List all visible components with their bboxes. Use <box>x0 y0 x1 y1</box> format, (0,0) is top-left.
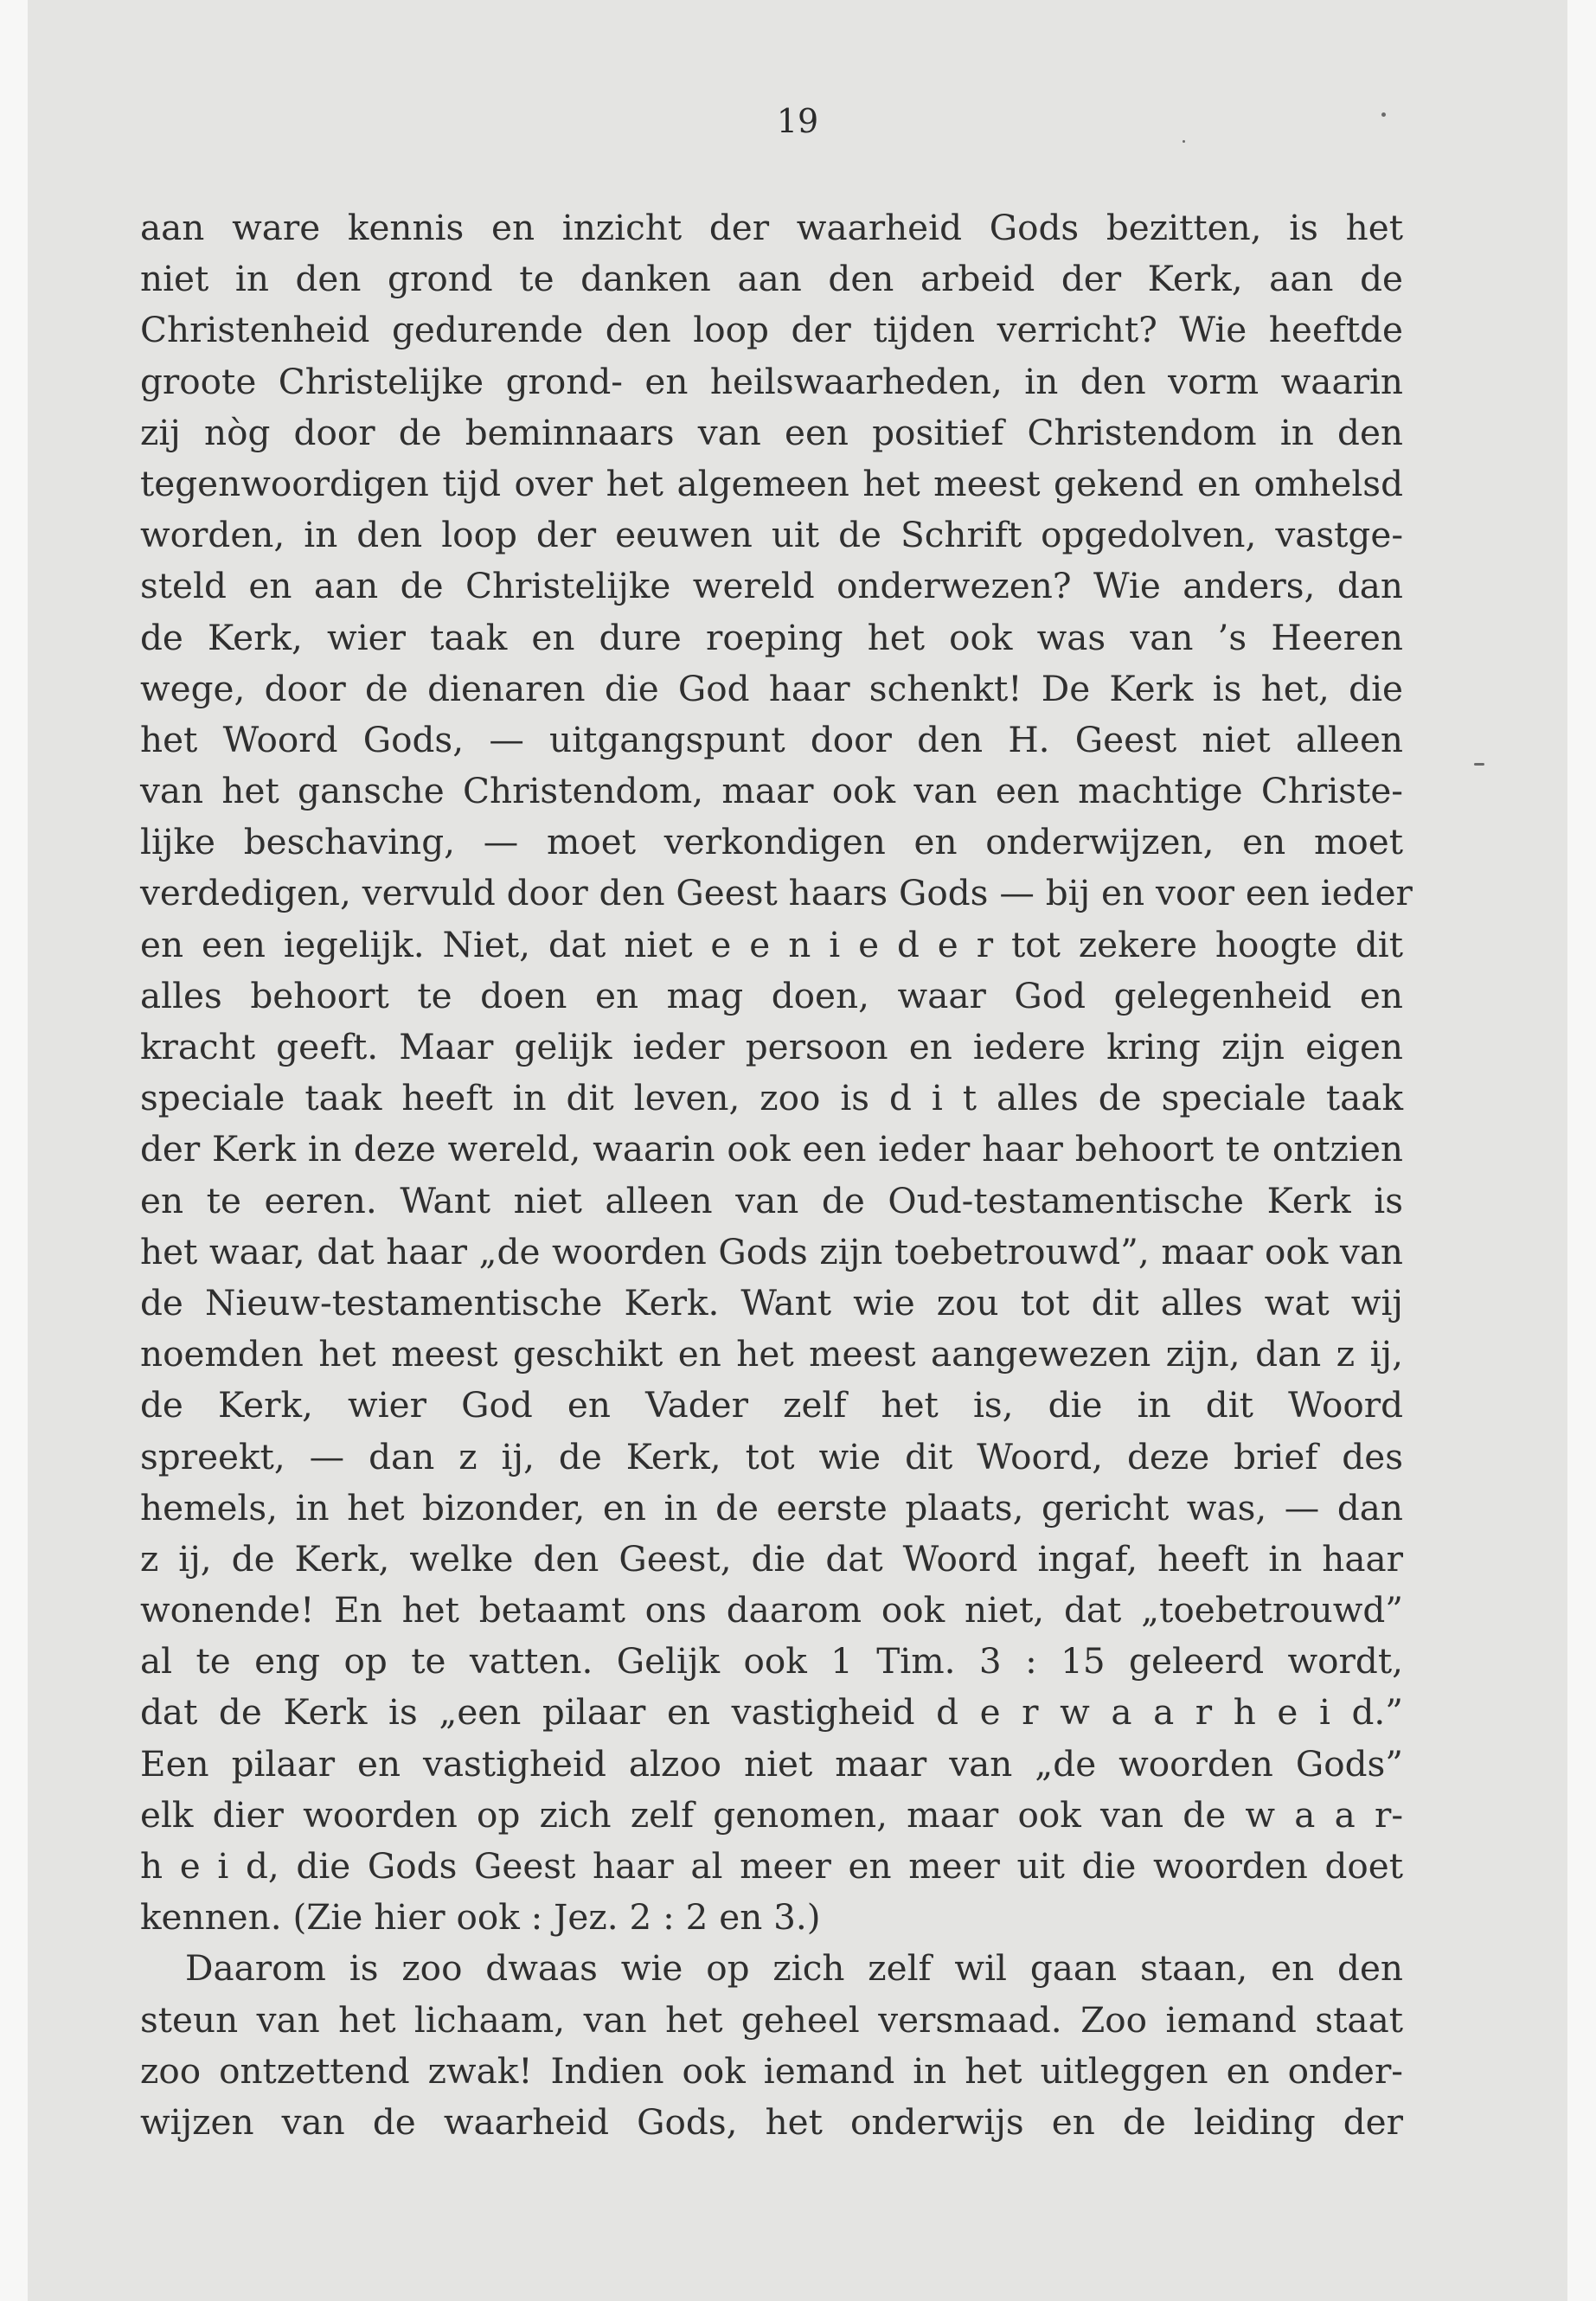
text-line: Daarom is zoo dwaas wie op zich zelf wil gaan staan, en den <box>185 1947 1403 1990</box>
text-line: en te eeren. Want niet alleen van de Oud-testamentische Kerk is <box>140 1179 1403 1221</box>
body-text <box>140 202 1413 2148</box>
text-line: zoo ontzettend zwak! Indien ook iemand in het uitleggen en onder- <box>140 2049 1403 2092</box>
scanned-page <box>28 0 1567 2301</box>
text-line: der Kerk in deze wereld, waarin ook een ieder haar behoort te ontzien <box>140 1128 1403 1170</box>
text-line: dat de Kerk is „een pilaar en vastigheid d e r w a a r h e i d.” <box>140 1691 1403 1734</box>
text-line: van het gansche Christendom, maar ook van een machtige Christe- <box>140 770 1403 812</box>
text-line: de Kerk, wier taak en dure roeping het ook was van ’s Heeren <box>140 616 1403 658</box>
scan-margin-right <box>1567 0 1596 2301</box>
text-line: de Kerk, wier God en Vader zelf het is, die in dit Woord <box>140 1384 1403 1426</box>
text-line: zij nòg door de beminnaars van een positief Christendom in den <box>140 411 1403 453</box>
paper-speck <box>1474 763 1484 766</box>
text-line: wijzen van de waarheid Gods, het onderwijs en de leiding der <box>140 2100 1403 2143</box>
text-line: spreekt, — dan z ij, de Kerk, tot wie dit Woord, deze brief des <box>140 1435 1403 1477</box>
text-line: tegenwoordigen tijd over het algemeen het meest gekend en omhelsd <box>140 462 1403 504</box>
paper-speck <box>1183 140 1185 143</box>
text-line: het Woord Gods, — uitgangspunt door den H. Geest niet alleen <box>140 718 1403 760</box>
text-line: wonende! En het betaamt ons daarom ook niet, dat „toebetrouwd” <box>140 1589 1403 1631</box>
text-line: elk dier woorden op zich zelf genomen, maar ook van de w a a r- <box>140 1793 1403 1836</box>
text-line: z ij, de Kerk, welke den Geest, die dat Woord ingaf, heeft in haar <box>140 1537 1403 1580</box>
text-line: hemels, in het bizonder, en in de eerste plaats, gericht was, — dan <box>140 1486 1403 1529</box>
paper-speck <box>1381 112 1386 117</box>
text-line: de Nieuw-testamentische Kerk. Want wie zou tot dit alles wat wij <box>140 1281 1403 1324</box>
text-line: het waar, dat haar „de woorden Gods zijn toebetrouwd”, maar ook van <box>140 1230 1403 1272</box>
text-line: Christenheid gedurende den loop der tijden verricht? Wie heeftde <box>140 309 1403 351</box>
text-line: en een iegelijk. Niet, dat niet e e n i e d e r tot zekere hoogte dit <box>140 923 1403 965</box>
text-line: h e i d, die Gods Geest haar al meer en meer uit die woorden doet <box>140 1845 1403 1887</box>
text-line: niet in den grond te danken aan den arbeid der Kerk, aan de <box>140 258 1403 300</box>
paragraph <box>140 1943 1403 2148</box>
text-line: steun van het lichaam, van het geheel versmaad. Zoo iemand staat <box>140 1998 1403 2041</box>
text-line: kennen. (Zie hier ook : Jez. 2 : 2 en 3.) <box>140 1896 821 1939</box>
text-line: alles behoort te doen en mag doen, waar God gelegenheid en <box>140 974 1403 1016</box>
text-line: al te eng op te vatten. Gelijk ook 1 Tim. 3 : 15 geleerd wordt, <box>140 1640 1403 1682</box>
text-line: speciale taak heeft in dit leven, zoo is d i t alles de speciale taak <box>140 1077 1403 1119</box>
text-line: kracht geeft. Maar gelijk ieder persoon en iedere kring zijn eigen <box>140 1026 1403 1067</box>
text-line: verdedigen, vervuld door den Geest haars Gods — bij en voor een ieder <box>140 872 1413 914</box>
text-line: aan ware kennis en inzicht der waarheid Gods bezitten, is het <box>140 207 1403 248</box>
paragraph <box>140 202 1413 1943</box>
text-line: worden, in den loop der eeuwen uit de Schrift opgedolven, vastge- <box>140 514 1403 556</box>
text-line: steld en aan de Christelijke wereld onderwezen? Wie anders, dan <box>140 565 1403 607</box>
text-line: Een pilaar en vastigheid alzoo niet maar van „de woorden Gods” <box>140 1742 1403 1785</box>
text-line: groote Christelijke grond- en heilswaarheden, in den vorm waarin <box>140 360 1403 402</box>
page-number: 19 <box>776 102 819 140</box>
text-line: wege, door de dienaren die God haar schenkt! De Kerk is het, die <box>140 667 1403 709</box>
text-line: lijke beschaving, — moet verkondigen en onderwijzen, en moet <box>140 821 1403 863</box>
scan-margin-left <box>0 0 28 2301</box>
text-line: noemden het meest geschikt en het meest aangewezen zijn, dan z ij, <box>140 1333 1403 1375</box>
